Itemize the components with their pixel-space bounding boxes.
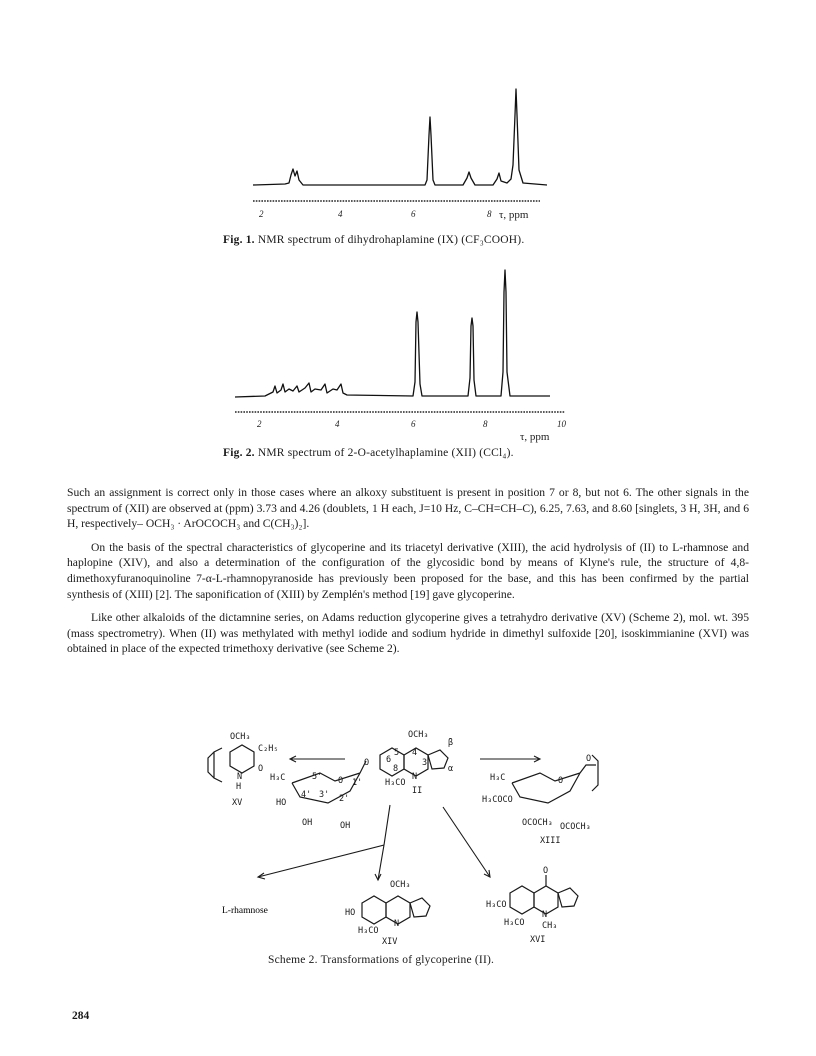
page-number: 284	[72, 1010, 90, 1022]
fig2-tick-10: 10	[557, 419, 566, 429]
ii-furan	[428, 750, 448, 769]
scheme-2-diagram	[200, 725, 620, 950]
chair-c1: 1'	[352, 778, 363, 788]
fig2-tick-8: 8	[483, 419, 488, 429]
xiii-h3coco-label: H₃COCO	[482, 795, 513, 805]
xiv-ring-a	[362, 896, 386, 924]
fig1-tick-4: 4	[338, 209, 343, 219]
xvi-ring-a	[510, 886, 534, 914]
fig1-tick-2: 2	[259, 209, 264, 219]
xiv-n-label: N	[394, 919, 400, 929]
fig1-tick-6: 6	[411, 209, 416, 219]
fig1-tick-8: 8	[487, 209, 492, 219]
paragraph-2: On the basis of the spectral characteristics of glycoperine and its triacetyl derivative (XIII), the acid hydrolysis of (II) to L-rhamnose and haplopine (XIV), and also a determination of the configuration of the glycosidic bond by means of Klyne's rule, the structure of 4,8-dimethoxyfuranoquinoline 7-α-L-rhamnopyranoside has previously been proposed for the base, and this has been confirmed by the partial synthesis of (XIII) [2]. The saponification of (XIII) by Zemplén's method [19] gave glycoperine.	[67, 540, 749, 601]
ii-pos3: 3	[422, 758, 428, 768]
xv-h-label: H	[236, 782, 242, 792]
figure-1-caption	[223, 234, 524, 246]
xiv-furan	[410, 898, 430, 917]
rhamnose-label: L-rhamnose	[222, 906, 268, 916]
compound-xvi-structure	[486, 866, 578, 945]
xv-o-label: O	[258, 764, 264, 774]
body-text	[67, 485, 749, 657]
xiii-ococh3-2-label: OCOCH₃	[560, 822, 591, 832]
figure-2-caption-text: NMR spectrum of 2-O-acetylhaplamine (XII) (CCl₄).	[257, 447, 514, 459]
compound-xv-structure	[208, 732, 278, 808]
fig2-unit-label: τ, ppm	[520, 431, 550, 443]
ii-beta-label: β	[448, 738, 454, 748]
xv-c2h5-label: C₂H₅	[258, 744, 279, 754]
chair-oh2-label: OH	[340, 821, 351, 831]
arrow-to-rhamnose	[258, 845, 384, 877]
figure-2-caption	[223, 447, 514, 459]
xvi-h3co-2-label: H₃CO	[504, 918, 525, 928]
xiii-o-label: O	[586, 754, 592, 764]
chair-c3: 3'	[319, 790, 330, 800]
chair-oh1-label: OH	[302, 818, 313, 828]
xiii-compound-label: XIII	[540, 836, 561, 846]
ii-pos4: 4	[412, 748, 418, 758]
ii-h3co-label: H₃CO	[385, 778, 406, 788]
xv-ring	[230, 745, 254, 773]
xiii-ring-o-label: O	[558, 776, 564, 786]
xiii-chair	[512, 773, 580, 803]
compound-ii-rhamnose-chair	[270, 761, 366, 831]
xiv-h3co-label: H₃CO	[358, 926, 379, 936]
compound-xiii-structure	[482, 754, 598, 846]
paragraph-1: Such an assignment is correct only in those cases where an alkoxy substituent is present in position 7 or 8, but not 6. The other signals in the spectrum of (XII) are observed at (ppm) 3.73 and 4.26 (doublets, 1 H each, J=10 Hz, C–CH=CH–C), 6.25, 7.63, and 8.60 [singlets, 3 H, 3H, and 6 H, respectively– OCH₃ · ArOCOCH₃ and C(CH₃)₂].	[67, 486, 749, 531]
figure-1-nmr-spectrum	[225, 75, 565, 225]
chair-c4: 4'	[301, 790, 312, 800]
fig2-tick-4: 4	[335, 419, 340, 429]
fig1-spectrum-trace	[253, 89, 547, 185]
xiv-compound-label: XIV	[382, 937, 398, 947]
xvi-furan	[558, 888, 578, 907]
ii-alpha-label: α	[448, 764, 454, 774]
fig2-spectrum-trace	[235, 270, 550, 397]
xiii-h3c-label: H₃C	[490, 773, 506, 783]
chair-ho-label: HO	[276, 798, 287, 808]
figure-1-caption-text: NMR spectrum of dihydrohaplamine (IX) (CF₃COOH).	[257, 234, 525, 246]
arrow-branch-stem	[384, 805, 390, 845]
ii-ring-a	[380, 748, 404, 776]
xv-och3-label: OCH₃	[230, 732, 251, 742]
chair-h3c-label: H₃C	[270, 773, 286, 783]
xvi-ch3-label: CH₃	[542, 921, 558, 931]
xiv-och3-label: OCH₃	[390, 880, 411, 890]
xvi-h3co-1-label: H₃CO	[486, 900, 507, 910]
xv-n-label: N	[237, 772, 243, 782]
figure-2-caption-prefix: Fig. 2.	[223, 447, 255, 459]
xiii-ococh3-1-label: OCOCH₃	[522, 818, 553, 828]
figure-2-nmr-spectrum	[225, 262, 575, 444]
xvi-carbonyl-o-label: O	[543, 866, 549, 876]
compound-ii-structure	[364, 730, 453, 796]
xvi-compound-label: XVI	[530, 935, 546, 945]
chair-c5: 5'	[312, 772, 323, 782]
ii-och3-label: OCH₃	[408, 730, 429, 740]
ii-o-label: O	[364, 758, 370, 768]
scheme-2-caption-prefix: Scheme 2.	[268, 954, 318, 966]
scheme-2-caption	[268, 954, 494, 966]
figure-1-caption-prefix: Fig. 1.	[223, 234, 255, 246]
compound-xiv-structure	[345, 880, 430, 947]
chair-c2: 2'	[339, 794, 350, 804]
xv-bracket	[208, 748, 222, 782]
xvi-n-label: N	[542, 910, 548, 920]
xv-compound-label: XV	[232, 798, 243, 808]
ii-compound-label: II	[412, 786, 423, 796]
fig2-tick-2: 2	[257, 419, 262, 429]
paragraph-3: Like other alkaloids of the dictamnine series, on Adams reduction glycoperine gives a tetrahydro derivative (XV) (Scheme 2), mol. wt. 395 (mass spectrometry). When (II) was methylated with methyl iodide and sodium hydride in dimethyl sulfoxide [20], isoskimmianine (XVI) was obtained in place of the expected trimethoxy derivative (see Scheme 2).	[67, 611, 749, 656]
ii-pos8: 8	[393, 764, 399, 774]
ii-pos5: 5	[394, 748, 400, 758]
arrow-to-xvi	[443, 807, 490, 877]
ii-n-label: N	[412, 772, 418, 782]
fig2-tick-6: 6	[411, 419, 416, 429]
chair-o-label: O	[338, 776, 344, 786]
fig1-unit-label: τ, ppm	[499, 209, 529, 221]
xiv-ho-label: HO	[345, 908, 356, 918]
scheme-2-caption-text: Transformations of glycoperine (II).	[320, 954, 495, 966]
ii-pos6: 6	[386, 755, 392, 765]
